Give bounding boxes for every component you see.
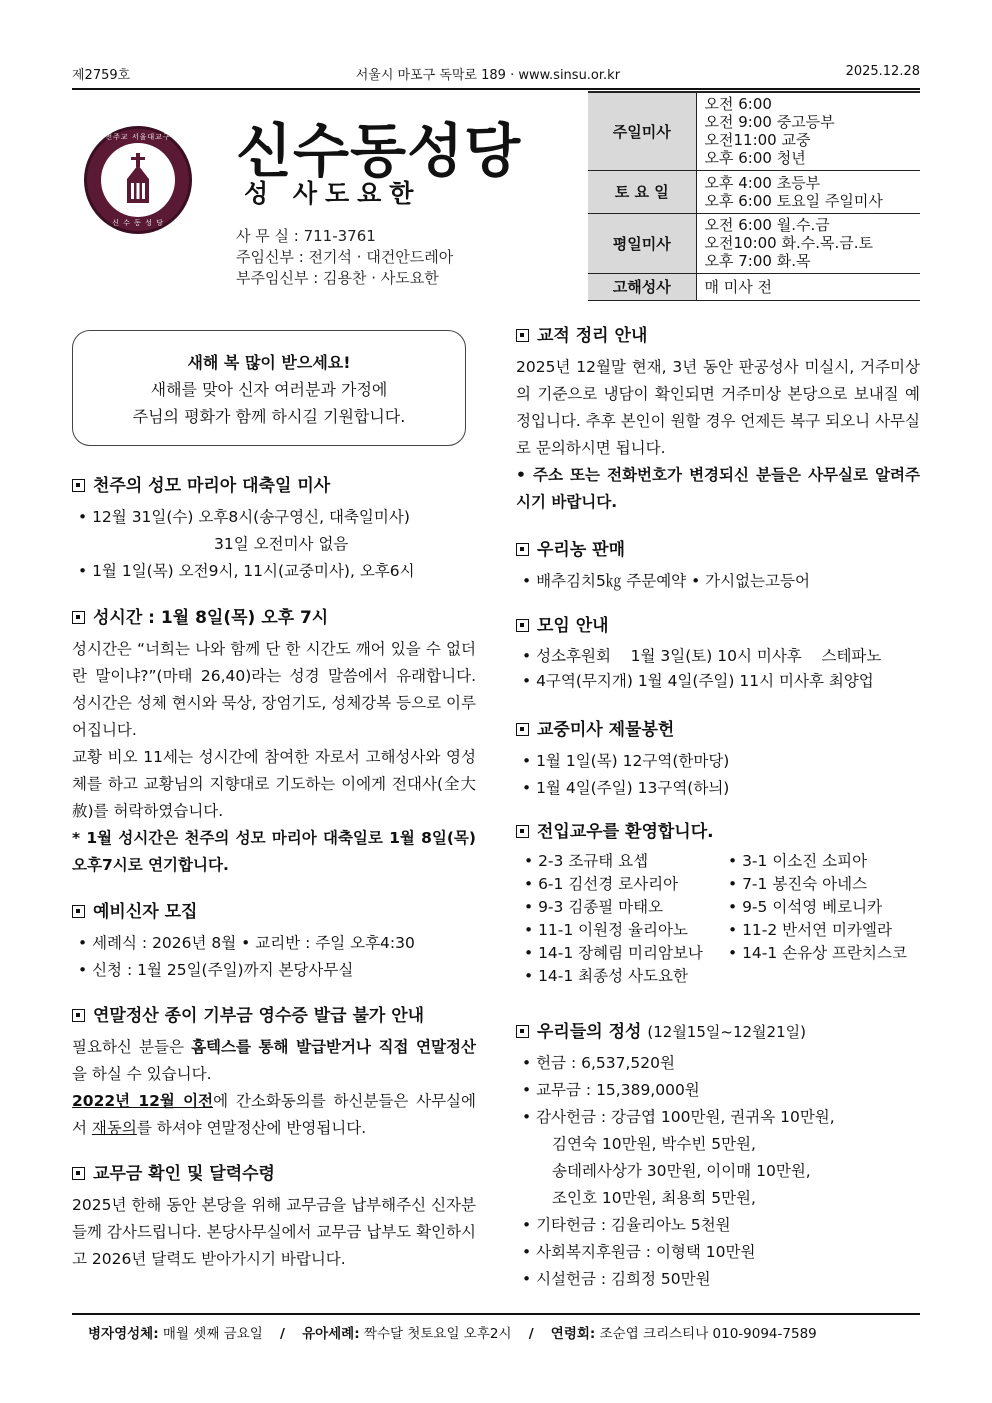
footer-value: 조순엽 크리스티나 010-9094-7589: [595, 1326, 817, 1342]
section-title: 천주의 성모 마리아 대축일 미사: [93, 476, 331, 496]
greeting-title: 새해 복 많이 받으세요!: [187, 353, 351, 372]
donation-line: • 헌금 : 6,537,520원: [522, 1054, 675, 1072]
footer: [88, 1322, 817, 1342]
checkbox-bullet-icon: [72, 611, 85, 624]
section-catechumen: [72, 898, 476, 984]
section-registry: [516, 322, 920, 516]
holy-hour-note: * 1월 성시간은 천주의 성모 마리아 대축일로 1월 8일(목) 오후7시로 연기합니다.: [72, 829, 476, 874]
section-title: 연말정산 종이 기부금 영수증 발급 불가 안내: [93, 1006, 425, 1026]
footer-separator: /: [528, 1326, 534, 1342]
mass-time-line: 오전 6:00: [704, 95, 772, 114]
church-building-icon: [123, 153, 153, 205]
top-divider: [72, 88, 920, 90]
checkbox-bullet-icon: [516, 1025, 529, 1038]
feast-line: • 12월 31일(수) 오후8시(송구영신, 대축일미사): [78, 508, 410, 526]
registry-paragraph: 2025년 12월말 현재, 3년 동안 판공성사 미실시, 거주미상의 기준으로 냉담이 확인되면 거주미상 본당으로 보내질 예정입니다. 추후 본인이 원할 경우 언제든 복구 되오니 사무실로 문의하시면 됩니다.: [516, 358, 920, 457]
text-run: 에 간소화동의를 하신분들은 사무실에서: [72, 1092, 476, 1137]
list-item: • 14-1 손유상 프란치스코: [728, 944, 907, 962]
section-heading: [516, 322, 920, 350]
section-title: 교중미사 제물봉헌: [537, 720, 675, 740]
dues-paragraph: 2025년 한해 동안 본당을 위해 교무금을 납부해주신 신자분들께 감사드립니다. 본당사무실에서 교무금 납부도 확인하시고 2026년 달력도 받아가시기 바랍니다.: [72, 1196, 476, 1268]
issue-date: 2025.12.28: [845, 64, 920, 79]
text-run: 을 하실 수 있습니다.: [72, 1065, 212, 1083]
mass-time-line: 매 미사 전: [704, 277, 772, 296]
footer-key: 유아세례:: [302, 1326, 360, 1342]
text-run-underlined: 2022년 12월 이전: [72, 1092, 214, 1110]
donation-line: • 교무금 : 15,389,000원: [522, 1081, 700, 1099]
donation-line: • 기타헌금 : 김율리아노 5천원: [522, 1216, 731, 1234]
section-title: 교무금 확인 및 달력수령: [93, 1164, 275, 1184]
section-title: 성시간 : 1월 8일(목) 오후 7시: [93, 608, 329, 628]
church-patron: 성 사도요한: [244, 179, 422, 208]
office-line: 사 무 실 : 711-3761: [236, 227, 376, 245]
office-line: 주임신부 : 전기석 · 대건안드레아: [236, 248, 454, 266]
farm-line: • 배추김치5㎏ 주문예약 • 가시없는고등어: [522, 572, 810, 590]
section-dues: [72, 1160, 476, 1273]
section-heading: [72, 1160, 476, 1188]
section-heading: [516, 612, 920, 640]
checkbox-bullet-icon: [516, 825, 529, 838]
checkbox-bullet-icon: [72, 1167, 85, 1180]
section-title: 우리들의 정성: [537, 1022, 642, 1042]
office-info: [236, 226, 453, 289]
list-item: • 6-1 김선경 로사리아: [524, 875, 679, 893]
mass-label: 평일미사: [588, 213, 696, 273]
section-heading: [516, 716, 920, 744]
list-item: • 14-1 장혜림 미리암보나: [524, 944, 703, 962]
offering-line: • 1월 4일(주일) 13구역(하늬): [522, 779, 730, 797]
holy-hour-paragraph: 교황 비오 11세는 성시간에 참여한 자로서 고해성사와 영성체를 하고 교황님의 지향대로 기도하는 이에게 전대사(全大赦)를 허락하였습니다.: [72, 748, 476, 820]
donation-line: • 사회복지후원금 : 이형택 10만원: [522, 1243, 756, 1261]
checkbox-bullet-icon: [516, 543, 529, 556]
issue-number: 제2759호: [72, 68, 131, 83]
mass-time-line: 오전10:00 화.수.목.금.토: [704, 234, 873, 252]
section-holy-hour: [72, 604, 476, 879]
catechumen-line: • 세례식 : 2026년 8월 • 교리반 : 주일 오후4:30: [78, 934, 415, 952]
footer-value: 매월 셋째 금요일: [158, 1326, 263, 1342]
tax-paragraph: [72, 1034, 476, 1088]
registry-note: • 주소 또는 전화번호가 변경되신 분들은 사무실로 알려주시기 바랍니다.: [516, 466, 920, 511]
checkbox-bullet-icon: [516, 723, 529, 736]
list-item: • 11-2 반서연 미카엘라: [728, 921, 892, 939]
section-heading: [72, 898, 476, 926]
mass-times: [696, 92, 920, 170]
mass-row-saturday: [588, 170, 920, 213]
feast-line: • 1월 1일(목) 오전9시, 11시(교중미사), 오후6시: [78, 562, 415, 580]
welcome-list: [516, 850, 920, 988]
section-donations: [516, 1018, 920, 1293]
donation-line: 김연숙 10만원, 박수빈 5만원,: [552, 1135, 756, 1153]
section-title: 교적 정리 안내: [537, 326, 648, 346]
offering-line: • 1월 1일(목) 12구역(한마당): [522, 752, 730, 770]
section-title: 예비신자 모집: [93, 902, 198, 922]
mass-time-line: 오후 4:00 초등부: [704, 173, 821, 192]
mass-times: [696, 273, 920, 300]
text-run-bold: 홈텍스를 통해 발급받거나 직접 연말정산: [191, 1038, 476, 1056]
mass-label: 주일미사: [588, 92, 696, 170]
church-logo: [84, 126, 192, 234]
section-meetings: [516, 612, 920, 694]
mass-time-line: 오후 6:00 청년: [704, 149, 806, 168]
top-info-bar: [72, 64, 920, 83]
section-heading: [72, 604, 476, 632]
list-item: • 14-1 최종성 사도요한: [524, 967, 688, 985]
list-item: • 3-1 이소진 소피아: [728, 852, 868, 870]
mass-schedule-table: [588, 91, 920, 301]
greeting-line: 주님의 평화가 함께 하시길 기원합니다.: [132, 407, 406, 426]
footer-value: 짝수달 첫토요일 오후2시: [359, 1326, 512, 1342]
section-title: 모임 안내: [537, 616, 609, 636]
donation-line: • 감사헌금 : 강금엽 100만원, 권귀옥 10만원,: [522, 1108, 835, 1126]
list-item: • 2-3 조규태 요셉: [524, 852, 649, 870]
mass-label: 고해성사: [588, 273, 696, 300]
tax-paragraph: [72, 1088, 476, 1142]
list-item: • 7-1 봉진숙 아네스: [728, 875, 868, 893]
mass-row-sunday: [588, 92, 920, 170]
list-item: • 9-5 이석영 베로니카: [728, 898, 883, 916]
section-welcome: [516, 818, 920, 988]
mass-row-confession: [588, 273, 920, 300]
holy-hour-paragraph: 성시간은 “너희는 나와 함께 단 한 시간도 깨어 있을 수 없더란 말이냐?”(마태 26,40)라는 성경 말씀에서 유래합니다. 성시간은 성체 현시와 묵상, 장엄기도, 성체강복 등으로 이루어집니다.: [72, 640, 476, 739]
section-heading: [516, 1018, 920, 1046]
text-run-underlined: 재동의: [91, 1119, 137, 1137]
mass-row-weekday: [588, 213, 920, 273]
donation-line: 조인호 10만원, 최용희 5만원,: [552, 1189, 756, 1207]
checkbox-bullet-icon: [516, 329, 529, 342]
mass-time-line: 오후 6:00 토요일 주일미사: [704, 191, 883, 210]
checkbox-bullet-icon: [72, 1009, 85, 1022]
section-heading: [72, 472, 476, 500]
logo-ring-top-text: 천주교 서울대교구: [105, 133, 171, 141]
mass-label: 토 요 일: [588, 170, 696, 213]
section-farm: [516, 536, 920, 595]
text-run: 를 하셔야 연말정산에 반영됩니다.: [136, 1119, 367, 1137]
section-heading: [72, 1002, 476, 1030]
footer-key: 연령회:: [550, 1326, 596, 1342]
footer-separator: /: [279, 1326, 285, 1342]
mass-time-line: 오전 6:00 월.수.금: [704, 216, 830, 234]
office-line: 부주임신부 : 김용찬 · 사도요한: [236, 269, 439, 287]
mass-time-line: 오후 7:00 화.목: [704, 252, 811, 270]
section-offering: [516, 716, 920, 802]
bottom-divider: [72, 1313, 920, 1315]
section-title: 전입교우를 환영합니다.: [537, 822, 714, 842]
logo-ring-bottom-text: 신 수 동 성 당: [112, 219, 164, 227]
donation-line: • 시설헌금 : 김희정 50만원: [522, 1270, 711, 1288]
new-year-greeting-box: [72, 330, 466, 446]
section-feast: [72, 472, 476, 585]
donations-period: (12월15일~12월21일): [647, 1023, 806, 1041]
donation-line: 송데레사상가 30만원, 이이매 10만원,: [552, 1162, 811, 1180]
checkbox-bullet-icon: [516, 619, 529, 632]
catechumen-line: • 신청 : 1월 25일(주일)까지 본당사무실: [78, 961, 354, 979]
address: 서울시 마포구 독막로 189 · www.sinsu.or.kr: [355, 68, 621, 83]
section-title: 우리농 판매: [537, 540, 626, 560]
meeting-line: • 성소후원회 1월 3일(토) 10시 미사후 스테파노: [522, 647, 882, 665]
feast-line: 31일 오전미사 없음: [214, 535, 349, 553]
logo-inner: [101, 143, 175, 217]
mass-time-line: 오전11:00 교중: [704, 131, 811, 150]
meeting-line: • 4구역(무지개) 1월 4일(주일) 11시 미사후 최양업: [522, 672, 874, 690]
greeting-line: 새해를 맞아 신자 여러분과 가정에: [150, 380, 388, 399]
footer-key: 병자영성체:: [88, 1326, 159, 1342]
list-item: • 11-1 이원정 율리아노: [524, 921, 688, 939]
section-tax-receipt: [72, 1002, 476, 1142]
checkbox-bullet-icon: [72, 905, 85, 918]
mass-times: [696, 170, 920, 213]
mass-times: [696, 213, 920, 273]
section-heading: [516, 536, 920, 564]
section-heading: [516, 818, 920, 846]
mass-time-line: 오전 9:00 중고등부: [704, 113, 835, 132]
church-name: 신수동성당: [236, 117, 522, 185]
list-item: • 9-3 김종필 마태오: [524, 898, 664, 916]
checkbox-bullet-icon: [72, 479, 85, 492]
text-run: 필요하신 분들은: [72, 1038, 192, 1056]
